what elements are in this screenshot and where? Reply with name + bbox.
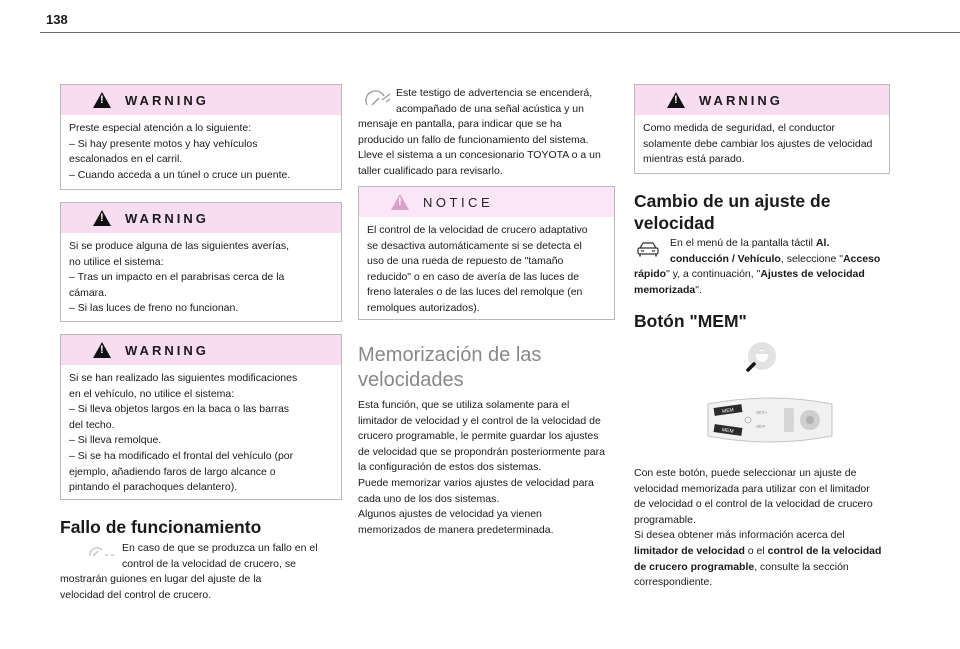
text-line: cada uno de los dos sistemas. bbox=[358, 492, 500, 505]
warning-header bbox=[61, 335, 341, 365]
section-title-fallo: Fallo de funcionamiento bbox=[60, 517, 262, 537]
text-run: En el menú de la pantalla táctil bbox=[670, 237, 816, 249]
section-body-cambio bbox=[634, 236, 890, 298]
bold-run: Al. bbox=[815, 237, 830, 249]
bold-run: rápido bbox=[634, 268, 667, 281]
text-line: producido un fallo de funcionamiento del sistema. bbox=[358, 133, 589, 146]
page-number: 138 bbox=[46, 12, 68, 27]
text-line: Como medida de seguridad, el conductor bbox=[643, 122, 836, 134]
text-line: remolques autorizados). bbox=[367, 301, 480, 314]
steering-wheel-icon bbox=[744, 340, 780, 374]
text-line bbox=[634, 252, 890, 268]
text-run: o el bbox=[744, 544, 768, 557]
text-line: crucero programable, le permite guardar los ajustes bbox=[358, 430, 599, 443]
warning-title: WARNING bbox=[125, 92, 209, 108]
text-line: cámara. bbox=[69, 286, 107, 299]
section-body-mem bbox=[634, 466, 890, 591]
text-line: escalonados en el carril. bbox=[69, 153, 183, 166]
text-line: Con este botón, puede seleccionar un ajuste de bbox=[634, 467, 857, 479]
text-line: correspondiente. bbox=[634, 576, 713, 589]
text-line: Lleve el sistema a un concesionario TOYOTA o a un bbox=[358, 149, 601, 162]
text-line: no utilice el sistema: bbox=[69, 255, 164, 268]
bold-run: conducción / Vehículo bbox=[670, 252, 781, 265]
warning-triangle-icon bbox=[667, 92, 685, 108]
text-line: se desactiva automáticamente si se detecta el bbox=[367, 239, 582, 252]
warning-title: WARNING bbox=[125, 210, 209, 226]
text-line: – Si se ha modificado el frontal del vehículo (por bbox=[69, 449, 294, 462]
text-line: control de la velocidad de crucero, se bbox=[122, 557, 296, 570]
bold-run: de crucero programable bbox=[634, 560, 755, 573]
text-run: " y, a continuación, " bbox=[666, 268, 761, 281]
notice-header bbox=[359, 187, 614, 217]
text-line: en el vehículo, no utilice el sistema: bbox=[69, 387, 235, 400]
text-line: la configuración de estos dos sistemas. bbox=[358, 461, 542, 474]
intro-text bbox=[358, 86, 615, 180]
text-line: – Si las luces de freno no funcionan. bbox=[69, 302, 239, 315]
text-line: mostrarán guiones en lugar del ajuste de la bbox=[60, 573, 262, 586]
text-line: Puede memorizar varios ajustes de velocidad para bbox=[358, 476, 594, 489]
bold-run: Acceso bbox=[842, 252, 881, 265]
text-line: uso de una rueda de repuesto de "tamaño bbox=[367, 255, 564, 268]
title-line: Cambio de un ajuste de bbox=[634, 191, 831, 211]
text-line: del techo. bbox=[69, 418, 115, 431]
text-line: memorizados de manera predeterminada. bbox=[358, 523, 554, 536]
text-line: taller cualificado para revisarlo. bbox=[358, 164, 503, 177]
text-run: ". bbox=[695, 283, 702, 296]
text-line: solamente debe cambiar los ajustes de velocidad bbox=[643, 137, 873, 150]
text-line: Si se produce alguna de las siguientes averías, bbox=[69, 240, 290, 252]
text-line: acompañado de una señal acústica y un bbox=[396, 102, 584, 115]
text-line: limitador de velocidad y el control de la velocidad de bbox=[358, 414, 601, 427]
bold-run: Ajustes de velocidad bbox=[760, 268, 865, 281]
text-line bbox=[634, 544, 890, 560]
text-line: reducido" o en caso de avería de las luces de bbox=[367, 270, 580, 283]
text-line bbox=[634, 283, 890, 299]
notice-triangle-icon bbox=[391, 194, 409, 210]
text-line: El control de la velocidad de crucero adaptativo bbox=[367, 224, 588, 236]
warning-header bbox=[61, 203, 341, 233]
section-body-fallo bbox=[60, 541, 342, 603]
text-line: velocidad memorizada para utilizar con el limitador bbox=[634, 482, 870, 495]
warning-triangle-icon bbox=[93, 210, 111, 226]
text-line: freno laterales o de las luces del remolque (en bbox=[367, 286, 583, 299]
text-line: pintando el parachoques delantero). bbox=[69, 481, 238, 494]
set-minus-label: SET- bbox=[756, 424, 767, 429]
warning-box-3 bbox=[60, 334, 342, 500]
warning-body bbox=[61, 365, 341, 504]
warning-header bbox=[635, 85, 889, 115]
section-title-cambio bbox=[634, 190, 830, 234]
text-line bbox=[634, 236, 890, 252]
text-line: de velocidad que se propondrán posteriormente para bbox=[358, 445, 605, 458]
warning-triangle-icon bbox=[93, 92, 111, 108]
bold-run: limitador de velocidad bbox=[634, 544, 745, 557]
warning-body bbox=[61, 115, 341, 191]
text-line: Este testigo de advertencia se encenderá, bbox=[396, 87, 593, 99]
notice-box bbox=[358, 186, 615, 320]
bold-run: memorizada bbox=[634, 283, 696, 296]
text-line: Preste especial atención a lo siguiente: bbox=[69, 122, 252, 134]
set-plus-label: SET+ bbox=[756, 410, 768, 415]
title-line: velocidades bbox=[358, 369, 464, 391]
warning-body bbox=[635, 115, 889, 176]
warning-title: WARNING bbox=[125, 342, 209, 358]
text-line: Si se han realizado las siguientes modificaciones bbox=[69, 372, 298, 384]
text-line bbox=[634, 267, 890, 283]
text-line: En caso de que se produzca un fallo en el bbox=[122, 542, 318, 554]
notice-title: NOTICE bbox=[423, 194, 494, 210]
text-line bbox=[634, 560, 890, 576]
text-line: de velocidad o el control de la velocidad de crucero bbox=[634, 498, 873, 511]
text-run: , consulte la sección bbox=[754, 560, 849, 573]
section-title-mem: Botón "MEM" bbox=[634, 311, 747, 331]
notice-body bbox=[359, 217, 614, 325]
text-line: Esta función, que se utiliza solamente para el bbox=[358, 399, 570, 411]
title-line: Memorización de las bbox=[358, 344, 542, 366]
text-line: – Si hay presente motos y hay vehículos bbox=[69, 137, 258, 150]
text-run: , seleccione " bbox=[780, 252, 843, 265]
mem-label-top: MEM bbox=[721, 407, 735, 415]
section-body-memorizacion bbox=[358, 398, 615, 538]
title-line: velocidad bbox=[634, 213, 715, 233]
section-title-memorizacion bbox=[358, 343, 541, 393]
text-line: Algunos ajustes de velocidad ya vienen bbox=[358, 508, 542, 521]
warning-box-1 bbox=[60, 84, 342, 190]
warning-header bbox=[61, 85, 341, 115]
mem-button-figure bbox=[700, 392, 840, 448]
text-line: programable. bbox=[634, 513, 696, 526]
text-line: Si desea obtener más información acerca del bbox=[634, 529, 845, 542]
warning-title: WARNING bbox=[699, 92, 783, 108]
text-line: – Cuando acceda a un túnel o cruce un puente. bbox=[69, 168, 291, 181]
warning-box-4 bbox=[634, 84, 890, 174]
text-line: ejemplo, añadiendo faros de largo alcance o bbox=[69, 465, 276, 478]
warning-body bbox=[61, 233, 341, 325]
header-rule bbox=[40, 32, 960, 33]
warning-triangle-icon bbox=[93, 342, 111, 358]
warning-box-2 bbox=[60, 202, 342, 322]
mem-label-bottom: MEM bbox=[721, 427, 734, 435]
text-line: – Tras un impacto en el parabrisas cerca de la bbox=[69, 271, 285, 284]
text-line: velocidad del control de crucero. bbox=[60, 588, 212, 601]
text-line: mensaje en pantalla, para indicar que se ha bbox=[358, 118, 562, 131]
bold-run: control de la velocidad bbox=[767, 544, 882, 557]
text-line: mientras está parado. bbox=[643, 153, 745, 166]
text-line: – Si lleva objetos largos en la baca o las barras bbox=[69, 403, 290, 416]
text-line: – Si lleva remolque. bbox=[69, 434, 162, 447]
